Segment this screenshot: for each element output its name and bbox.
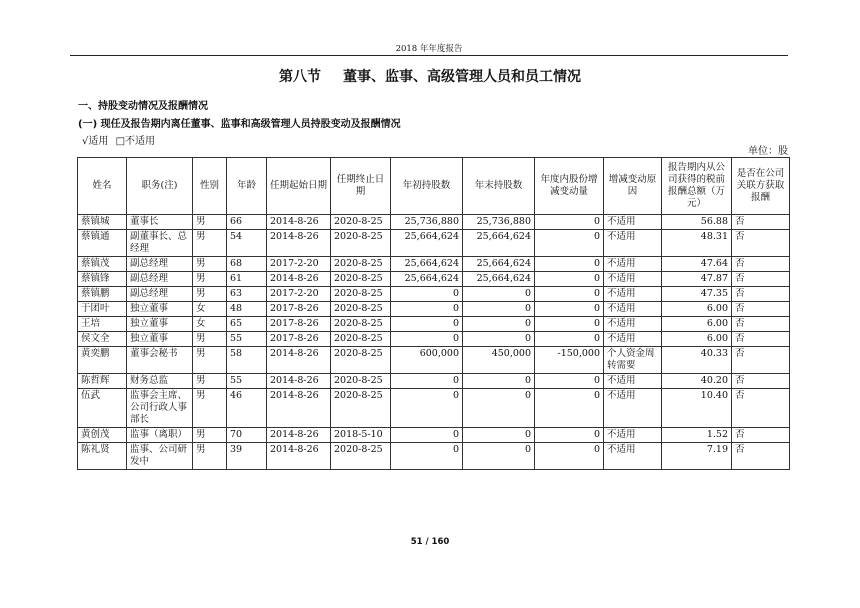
table-cell: 不适用 xyxy=(604,317,662,332)
table-cell: 47.64 xyxy=(662,257,732,272)
table-cell: 否 xyxy=(732,287,790,302)
column-header: 姓名 xyxy=(78,158,127,215)
table-row xyxy=(78,374,790,389)
column-header: 增减变动原因 xyxy=(604,158,662,215)
table-cell: 否 xyxy=(732,443,790,470)
table-cell: 不适用 xyxy=(604,374,662,389)
table-cell: 男 xyxy=(193,272,227,287)
table-cell: 2014-8-26 xyxy=(267,347,331,374)
table-cell: 40.20 xyxy=(662,374,732,389)
subheading-1: 一、持股变动情况及报酬情况 xyxy=(78,101,208,112)
table-cell: 女 xyxy=(193,317,227,332)
table-cell: 450,000 xyxy=(463,347,535,374)
page-number: 51 / 160 xyxy=(410,537,450,547)
table-cell: 不适用 xyxy=(604,332,662,347)
table-cell: 0 xyxy=(535,257,604,272)
column-header: 任期起始日期 xyxy=(267,158,331,215)
column-header: 年龄 xyxy=(227,158,267,215)
table-cell: 男 xyxy=(193,332,227,347)
table-cell: 0 xyxy=(391,332,463,347)
table-cell: 2020-8-25 xyxy=(331,443,391,470)
table-cell: 监事（离职） xyxy=(127,428,193,443)
table-cell: 2020-8-25 xyxy=(331,332,391,347)
column-header: 年末持股数 xyxy=(463,158,535,215)
table-row xyxy=(78,428,790,443)
table-cell: 55 xyxy=(227,374,267,389)
table-cell: 独立董事 xyxy=(127,332,193,347)
table-cell: 董事会秘书 xyxy=(127,347,193,374)
table-cell: 监事会主席、公司行政人事部长 xyxy=(127,389,193,428)
table-cell: 否 xyxy=(732,230,790,257)
table-cell: 6.00 xyxy=(662,317,732,332)
table-cell: 0 xyxy=(463,374,535,389)
table-row xyxy=(78,287,790,302)
table-cell: 0 xyxy=(535,215,604,230)
table-cell: 否 xyxy=(732,257,790,272)
shareholding-table xyxy=(77,157,790,470)
table-header-row xyxy=(78,158,790,215)
table-cell: 0 xyxy=(463,332,535,347)
table-cell: 2014-8-26 xyxy=(267,428,331,443)
table-cell: 2020-8-25 xyxy=(331,257,391,272)
table-cell: 0 xyxy=(535,428,604,443)
table-cell: 否 xyxy=(732,317,790,332)
table-cell: 女 xyxy=(193,302,227,317)
table-row xyxy=(78,257,790,272)
table-cell: 2020-8-25 xyxy=(331,317,391,332)
applicable-selector xyxy=(82,132,159,147)
table-cell: 独立董事 xyxy=(127,302,193,317)
column-header: 报告期内从公司获得的税前报酬总额（万元） xyxy=(662,158,732,215)
table-cell: 25,664,624 xyxy=(463,257,535,272)
table-cell: 0 xyxy=(535,272,604,287)
table-cell: 56.88 xyxy=(662,215,732,230)
table-cell: 0 xyxy=(391,428,463,443)
table-cell: 55 xyxy=(227,332,267,347)
table-cell: 2020-8-25 xyxy=(331,389,391,428)
table-cell: 0 xyxy=(391,302,463,317)
table-cell: 0 xyxy=(535,332,604,347)
table-row xyxy=(78,347,790,374)
table-cell: 2014-8-26 xyxy=(267,389,331,428)
table-cell: 2017-2-20 xyxy=(267,257,331,272)
table-cell: 0 xyxy=(391,374,463,389)
table-cell: -150,000 xyxy=(535,347,604,374)
table-cell: 蔡镇锋 xyxy=(78,272,127,287)
table-row xyxy=(78,389,790,428)
table-cell: 男 xyxy=(193,443,227,470)
table-cell: 副总经理 xyxy=(127,287,193,302)
table-cell: 25,736,880 xyxy=(463,215,535,230)
table-cell: 0 xyxy=(463,317,535,332)
table-cell: 副总经理 xyxy=(127,272,193,287)
section-title-text: 董事、监事、高级管理人员和员工情况 xyxy=(343,69,581,85)
table-cell: 不适用 xyxy=(604,272,662,287)
table-cell: 否 xyxy=(732,215,790,230)
table-cell: 2020-8-25 xyxy=(331,215,391,230)
table-cell: 0 xyxy=(535,287,604,302)
table-cell: 副董事长、总经理 xyxy=(127,230,193,257)
table-cell: 男 xyxy=(193,230,227,257)
table-cell: 副总经理 xyxy=(127,257,193,272)
table-cell: 0 xyxy=(535,230,604,257)
table-cell: 男 xyxy=(193,287,227,302)
table-cell: 2017-8-26 xyxy=(267,332,331,347)
table-cell: 不适用 xyxy=(604,215,662,230)
table-cell: 46 xyxy=(227,389,267,428)
table-cell: 财务总监 xyxy=(127,374,193,389)
table-cell: 0 xyxy=(463,389,535,428)
table-cell: 39 xyxy=(227,443,267,470)
table-cell: 不适用 xyxy=(604,287,662,302)
column-header: 年度内股份增减变动量 xyxy=(535,158,604,215)
table-cell: 否 xyxy=(732,347,790,374)
table-cell: 0 xyxy=(535,374,604,389)
column-header: 年初持股数 xyxy=(391,158,463,215)
column-header: 任期终止日期 xyxy=(331,158,391,215)
table-cell: 2014-8-26 xyxy=(267,272,331,287)
table-cell: 陈礼贤 xyxy=(78,443,127,470)
table-cell: 不适用 xyxy=(604,257,662,272)
table-cell: 54 xyxy=(227,230,267,257)
table-cell: 男 xyxy=(193,257,227,272)
page-header: 2018 年年度报告 xyxy=(395,44,463,54)
table-cell: 蔡镇城 xyxy=(78,215,127,230)
table-cell: 否 xyxy=(732,272,790,287)
table-cell: 2014-8-26 xyxy=(267,374,331,389)
applicable-yes: √适用 xyxy=(82,136,109,147)
table-cell: 2020-8-25 xyxy=(331,287,391,302)
table-cell: 0 xyxy=(535,302,604,317)
table-cell: 黄创茂 xyxy=(78,428,127,443)
table-cell: 不适用 xyxy=(604,443,662,470)
column-header: 是否在公司关联方获取报酬 xyxy=(732,158,790,215)
table-cell: 2014-8-26 xyxy=(267,215,331,230)
table-cell: 2017-8-26 xyxy=(267,302,331,317)
table-cell: 陈哲辉 xyxy=(78,374,127,389)
table-row xyxy=(78,230,790,257)
table-cell: 0 xyxy=(535,443,604,470)
table-cell: 独立董事 xyxy=(127,317,193,332)
table-cell: 25,664,624 xyxy=(391,230,463,257)
table-cell: 2020-8-25 xyxy=(331,347,391,374)
table-cell: 25,736,880 xyxy=(391,215,463,230)
table-cell: 否 xyxy=(732,332,790,347)
table-cell: 2014-8-26 xyxy=(267,230,331,257)
table-cell: 2017-2-20 xyxy=(267,287,331,302)
table-cell: 否 xyxy=(732,428,790,443)
table-row xyxy=(78,302,790,317)
table-row xyxy=(78,272,790,287)
table-cell: 0 xyxy=(535,389,604,428)
table-cell: 61 xyxy=(227,272,267,287)
table-cell: 600,000 xyxy=(391,347,463,374)
table-cell: 男 xyxy=(193,215,227,230)
table-cell: 2017-8-26 xyxy=(267,317,331,332)
table-cell: 2018-5-10 xyxy=(331,428,391,443)
table-cell: 25,664,624 xyxy=(391,272,463,287)
table-cell: 不适用 xyxy=(604,428,662,443)
table-cell: 王培 xyxy=(78,317,127,332)
table-cell: 25,664,624 xyxy=(463,272,535,287)
column-header: 职务(注) xyxy=(127,158,193,215)
table-cell: 0 xyxy=(391,389,463,428)
table-cell: 男 xyxy=(193,428,227,443)
table-cell: 7.19 xyxy=(662,443,732,470)
table-cell: 2020-8-25 xyxy=(331,230,391,257)
table-cell: 董事长 xyxy=(127,215,193,230)
table-cell: 68 xyxy=(227,257,267,272)
table-cell: 65 xyxy=(227,317,267,332)
table-cell: 不适用 xyxy=(604,230,662,257)
table-cell: 0 xyxy=(391,443,463,470)
table-cell: 0 xyxy=(391,317,463,332)
table-body xyxy=(78,215,790,470)
section-title xyxy=(0,66,860,86)
subheading-2: (一) 现任及报告期内离任董事、监事和高级管理人员持股变动及报酬情况 xyxy=(78,119,401,130)
table-row xyxy=(78,215,790,230)
column-header: 性别 xyxy=(193,158,227,215)
table-cell: 66 xyxy=(227,215,267,230)
table-cell: 蔡镇鹏 xyxy=(78,287,127,302)
table-cell: 70 xyxy=(227,428,267,443)
table-cell: 0 xyxy=(535,317,604,332)
table-cell: 0 xyxy=(391,287,463,302)
table-cell: 男 xyxy=(193,374,227,389)
table-cell: 6.00 xyxy=(662,302,732,317)
table-cell: 47.87 xyxy=(662,272,732,287)
table-cell: 2014-8-26 xyxy=(267,443,331,470)
table-cell: 25,664,624 xyxy=(391,257,463,272)
table-cell: 蔡镇通 xyxy=(78,230,127,257)
table-cell: 58 xyxy=(227,347,267,374)
table-cell: 男 xyxy=(193,347,227,374)
table-row xyxy=(78,317,790,332)
table-cell: 0 xyxy=(463,443,535,470)
table-row xyxy=(78,443,790,470)
table-cell: 48 xyxy=(227,302,267,317)
table-cell: 于团叶 xyxy=(78,302,127,317)
table-cell: 10.40 xyxy=(662,389,732,428)
table-cell: 不适用 xyxy=(604,389,662,428)
table-cell: 否 xyxy=(732,374,790,389)
table-cell: 男 xyxy=(193,389,227,428)
table-cell: 侯文全 xyxy=(78,332,127,347)
table-cell: 2020-8-25 xyxy=(331,302,391,317)
table-cell: 40.33 xyxy=(662,347,732,374)
table-cell: 47.35 xyxy=(662,287,732,302)
table-cell: 不适用 xyxy=(604,302,662,317)
unit-label: 单位：股 xyxy=(748,146,788,157)
table-cell: 2020-8-25 xyxy=(331,374,391,389)
table-cell: 黄奕鹏 xyxy=(78,347,127,374)
table-row xyxy=(78,332,790,347)
header-rule xyxy=(70,55,788,56)
table-cell: 1.52 xyxy=(662,428,732,443)
table-cell: 6.00 xyxy=(662,332,732,347)
table-cell: 伍武 xyxy=(78,389,127,428)
table-cell: 蔡镇茂 xyxy=(78,257,127,272)
table-cell: 个人资金周转需要 xyxy=(604,347,662,374)
table-cell: 否 xyxy=(732,302,790,317)
table-cell: 0 xyxy=(463,287,535,302)
applicable-no: □不适用 xyxy=(115,136,156,147)
table-cell: 否 xyxy=(732,389,790,428)
table-cell: 0 xyxy=(463,428,535,443)
table-cell: 0 xyxy=(463,302,535,317)
table-cell: 监事、公司研发中 xyxy=(127,443,193,470)
section-number: 第八节 xyxy=(279,69,321,85)
table-cell: 25,664,624 xyxy=(463,230,535,257)
table-cell: 2020-8-25 xyxy=(331,272,391,287)
table-cell: 48.31 xyxy=(662,230,732,257)
table-cell: 63 xyxy=(227,287,267,302)
